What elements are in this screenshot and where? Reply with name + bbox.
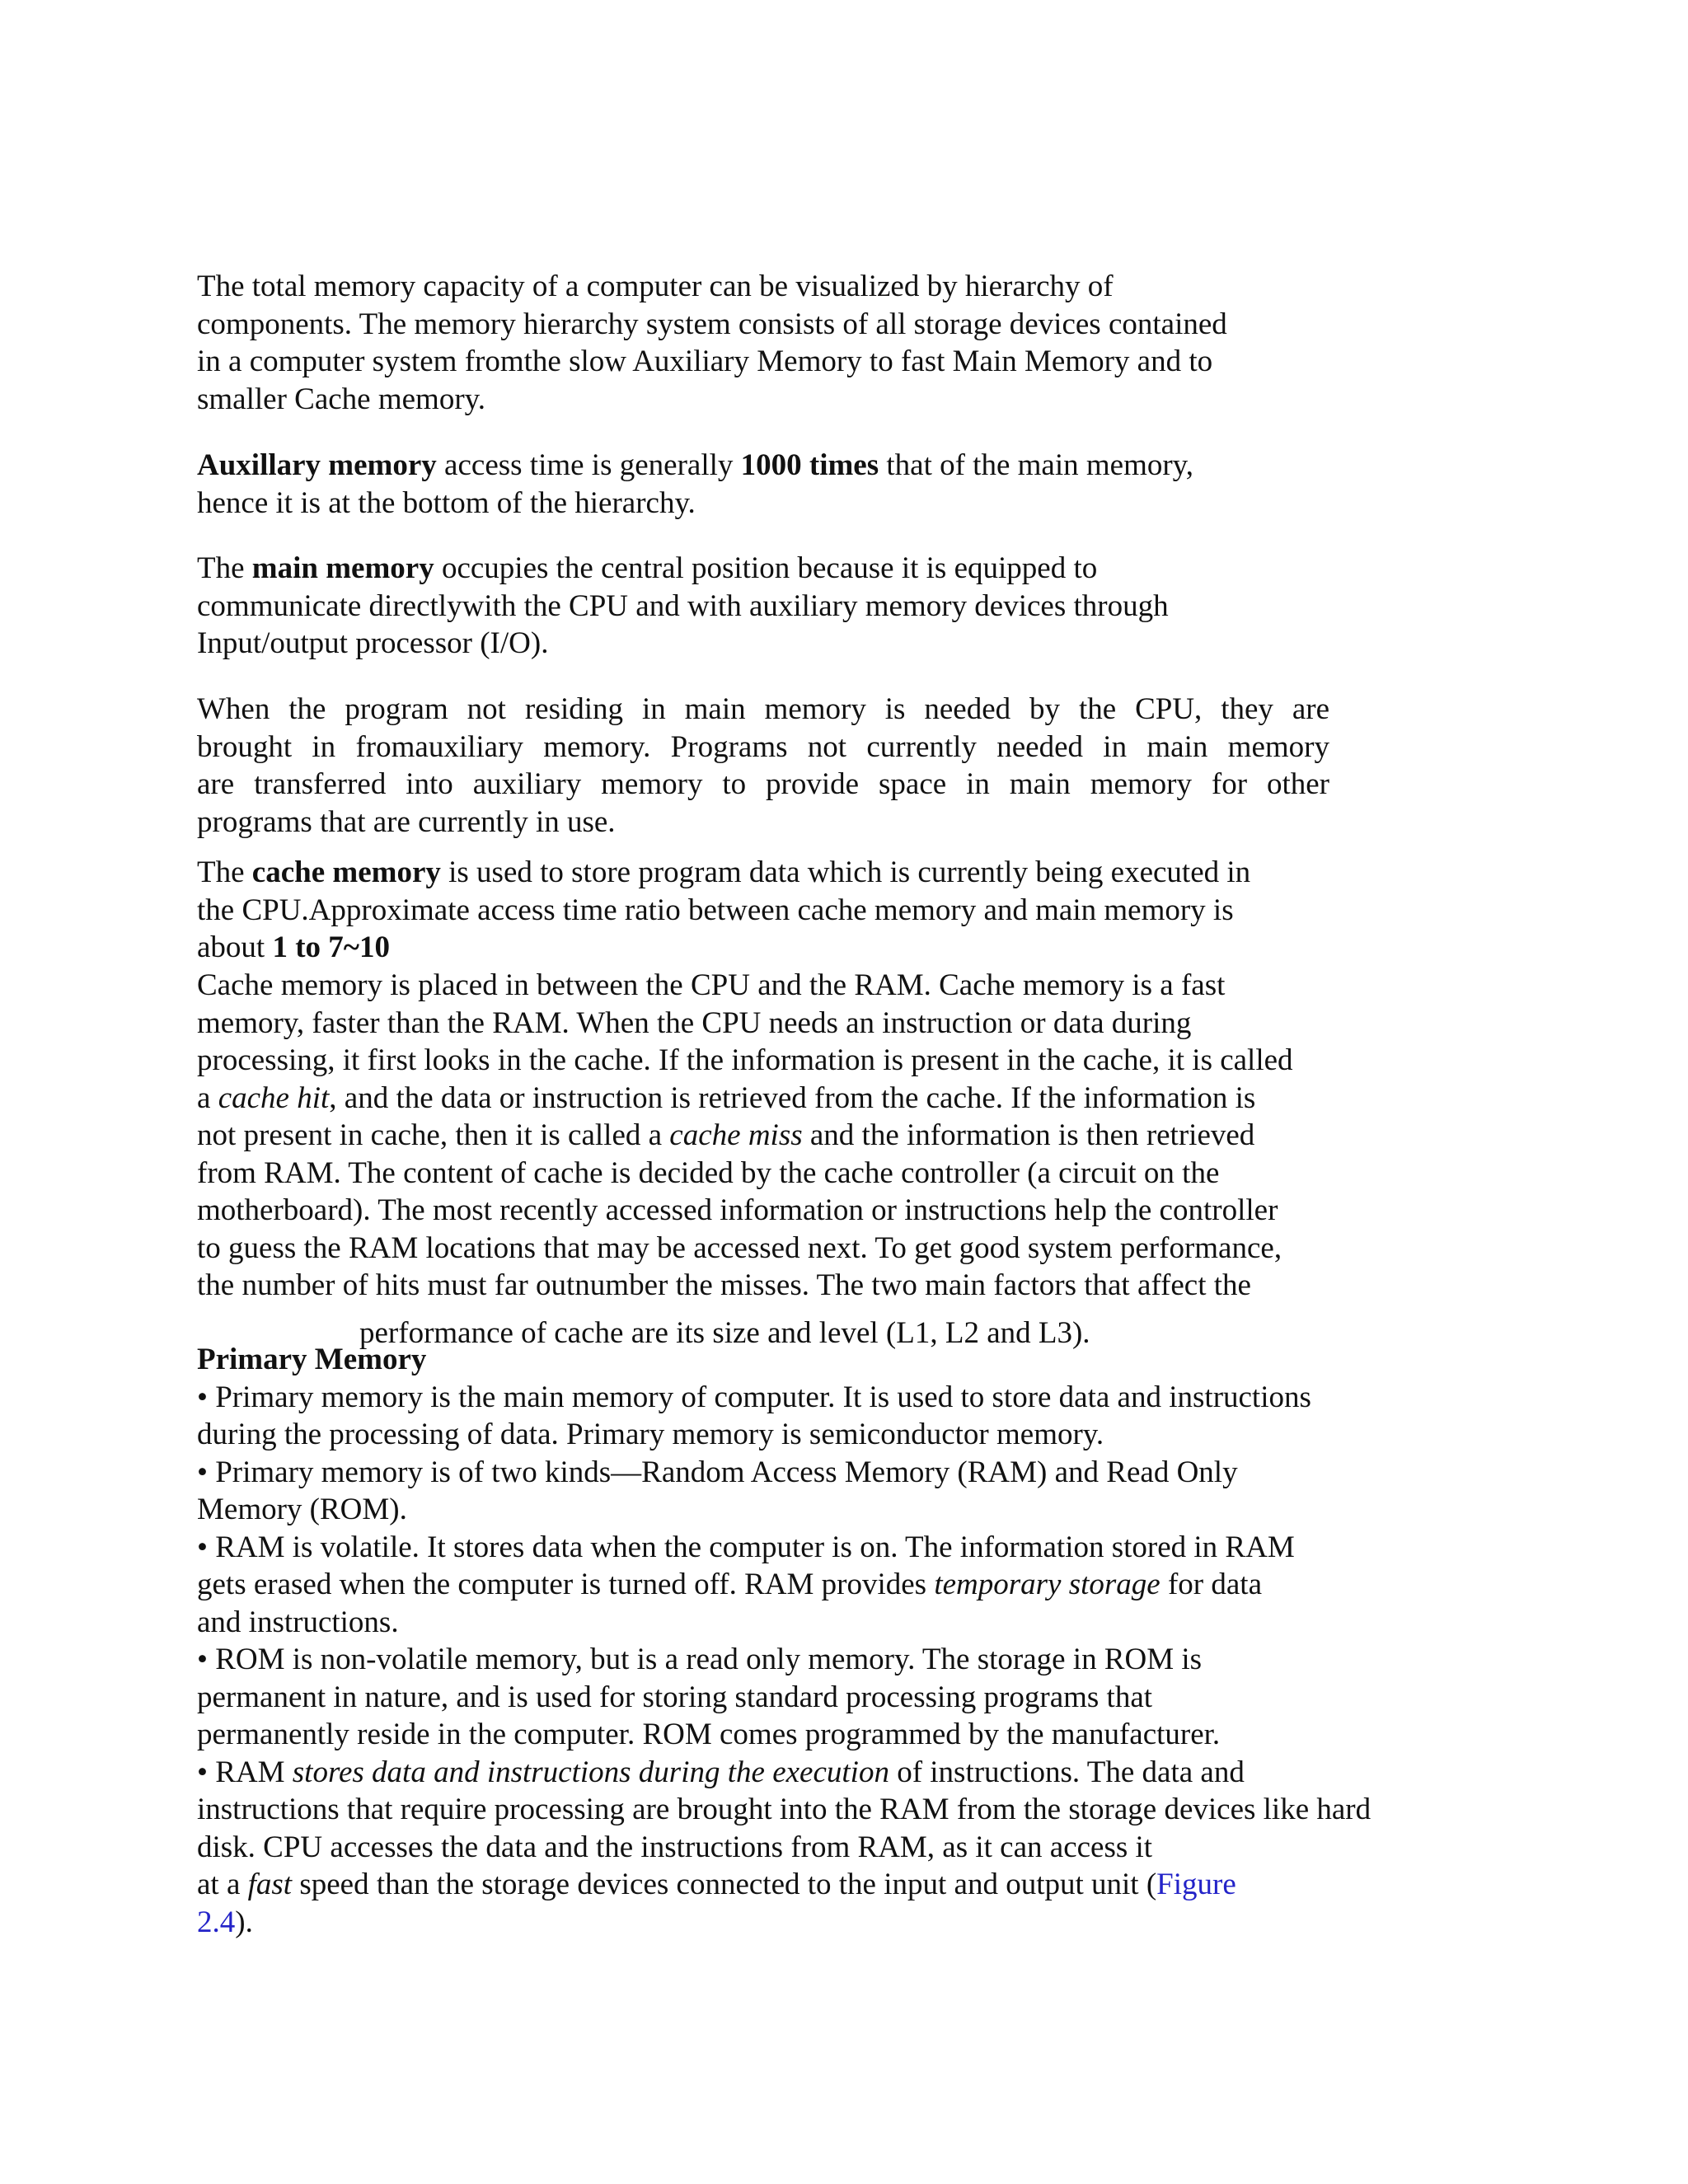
italic-term: cache miss: [669, 1118, 803, 1152]
text-run: speed than the storage devices connected to the input and output unit (: [292, 1868, 1157, 1901]
text-line: [197, 1566, 1549, 1604]
text-run: The: [197, 855, 252, 889]
text-line: the CPU.Approximate access time ratio between cache memory and main memory is: [197, 893, 1234, 927]
bullet-line: • Primary memory is the main memory of computer. It is used to store data and instructions: [197, 1380, 1311, 1414]
bullet-line: • Primary memory is of two kinds—Random Access Memory (RAM) and Read Only: [197, 1455, 1238, 1489]
text-line: instructions that require processing are brought into the RAM from the storage devices like hard: [197, 1793, 1372, 1826]
text-line: [197, 1117, 1466, 1155]
text-line: hence it is at the bottom of the hierarchy.: [197, 485, 696, 520]
text-line: memory, faster than the RAM. When the CPU needs an instruction or data during: [197, 1005, 1192, 1040]
bullet-line: • RAM is volatile. It stores data when the computer is on. The information stored in RAM: [197, 1530, 1295, 1564]
text-run: • RAM: [197, 1755, 293, 1789]
text-line: the number of hits must far outnumber the misses. The two main factors that affect the: [197, 1268, 1251, 1302]
section-heading: [197, 1341, 1549, 1379]
italic-term: stores data and instructions during the execution: [292, 1755, 889, 1789]
paragraph-memory-hierarchy: [197, 268, 1466, 418]
text-line: [197, 550, 1466, 588]
text-line: permanent in nature, and is used for storing standard processing programs that: [197, 1680, 1153, 1714]
figure-link-number[interactable]: 2.4: [197, 1905, 236, 1939]
text-line: components. The memory hierarchy system consists of all storage devices contained: [197, 307, 1227, 341]
text-line: from RAM. The content of cache is decided by the cache controller (a circuit on the: [197, 1155, 1220, 1190]
text-run: at a: [197, 1868, 248, 1901]
text-run: of instructions. The data and: [889, 1755, 1245, 1789]
text-line: permanently reside in the computer. ROM comes programmed by the manufacturer.: [197, 1718, 1221, 1751]
text-run: ).: [235, 1905, 253, 1939]
paragraph-main-memory: [197, 550, 1466, 663]
italic-term: temporary storage: [934, 1568, 1160, 1601]
paragraph-cache-memory: [197, 854, 1466, 967]
text-line: [197, 929, 1466, 967]
text-run: for data: [1160, 1568, 1262, 1601]
bold-term: Auxillary memory: [197, 448, 437, 482]
text-line: [197, 854, 1466, 892]
text-run: The: [197, 551, 252, 585]
text-run: , and the data or instruction is retrieved from the cache. If the information is: [329, 1080, 1256, 1115]
heading-text: Primary Memory: [197, 1343, 427, 1376]
text-line: [197, 1866, 1549, 1904]
text-run: about: [197, 930, 273, 964]
text-run: a: [197, 1080, 218, 1115]
text-run: and the information is then retrieved: [802, 1118, 1255, 1152]
figure-link[interactable]: Figure: [1156, 1868, 1236, 1901]
text-line: [197, 447, 1466, 485]
text-line: The total memory capacity of a computer can be visualized by hierarchy of: [197, 269, 1114, 303]
text-line: [197, 1080, 1466, 1118]
text-line: Memory (ROM).: [197, 1493, 407, 1526]
text-run: access time is generally: [436, 448, 741, 482]
bold-term: 1000 times: [740, 448, 879, 482]
text-line: disk. CPU accesses the data and the instructions from RAM, as it can access it: [197, 1830, 1153, 1864]
text-line: are transferred into auxiliary memory to provide space in main memory for other: [197, 767, 1329, 801]
text-line: Cache memory is placed in between the CPU and the RAM. Cache memory is a fast: [197, 968, 1226, 1002]
italic-term: cache hit: [218, 1080, 330, 1115]
bold-term: main memory: [251, 551, 434, 585]
text-run: not present in cache, then it is called a: [197, 1118, 670, 1152]
text-line: during the processing of data. Primary memory is semiconductor memory.: [197, 1418, 1104, 1451]
bullet-line: • ROM is non-volatile memory, but is a read only memory. The storage in ROM is: [197, 1643, 1203, 1676]
bullet-line: [197, 1754, 1549, 1792]
bold-term: 1 to 7~10: [272, 930, 391, 964]
text-line: processing, it first looks in the cache. If the information is present in the cache, it is called: [197, 1043, 1293, 1077]
text-line: [197, 1904, 1549, 1942]
paragraph-cache-detail: [197, 967, 1466, 1352]
text-run: gets erased when the computer is turned off. RAM provides: [197, 1568, 935, 1601]
text-run: occupies the central position because it is equipped to: [434, 551, 1098, 585]
text-line: When the program not residing in main memory is needed by the CPU, they are: [197, 692, 1329, 726]
text-line: brought in fromauxiliary memory. Programs not currently needed in main memory: [197, 729, 1329, 764]
text-line: Input/output processor (I/O).: [197, 626, 549, 660]
text-line: programs that are currently in use.: [197, 804, 616, 839]
bold-term: cache memory: [251, 855, 441, 889]
text-line: smaller Cache memory.: [197, 382, 486, 416]
text-line: communicate directlywith the CPU and with auxiliary memory devices through: [197, 588, 1169, 623]
text-line: motherboard). The most recently accessed information or instructions help the controller: [197, 1193, 1278, 1227]
paragraph-program-transfer: [197, 691, 1329, 841]
text-line: to guess the RAM locations that may be accessed next. To get good system performance,: [197, 1230, 1282, 1265]
text-run: is used to store program data which is currently being executed in: [440, 855, 1251, 889]
text-line: in a computer system fromthe slow Auxiliary Memory to fast Main Memory and to: [197, 344, 1213, 378]
italic-term: fast: [247, 1868, 293, 1901]
section-primary-memory: [197, 1341, 1549, 1941]
paragraph-auxiliary-memory: [197, 447, 1466, 522]
text-run: that of the main memory,: [879, 448, 1194, 482]
text-line: performance of cache are its size and level (L1, L2 and L3).: [359, 1315, 1090, 1350]
text-line: and instructions.: [197, 1605, 399, 1639]
